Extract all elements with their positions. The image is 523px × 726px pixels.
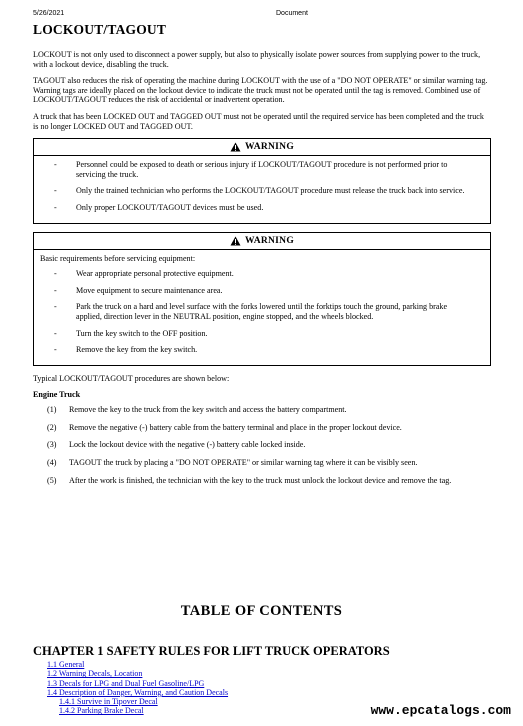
warning-label: WARNING (244, 142, 295, 153)
warning-header (34, 139, 490, 156)
warning-triangle-icon (230, 142, 241, 152)
engine-truck-heading: Engine Truck (33, 390, 81, 400)
paragraph-lockout: LOCKOUT is not only used to disconnect a power supply, but also to physically isolate power sources from supplying power to the truck, with a lockout device, disabling the truck. (33, 50, 481, 69)
list-item: - Only the trained technician who performs the LOCKOUT/TAGOUT procedure must release the truck back into service. (54, 186, 465, 196)
toc-link-general[interactable]: 1.1 General (47, 660, 85, 669)
toc-title: TABLE OF CONTENTS (180, 603, 343, 619)
toc-link-decals-lpg[interactable]: 1.3 Decals for LPG and Dual Fuel Gasoline/LPG (47, 678, 205, 688)
warning-label: WARNING (244, 235, 295, 246)
toc-links (47, 660, 228, 716)
toc-link-warning-decals[interactable]: 1.2 Warning Decals, Location (47, 669, 143, 679)
toc-link-parking-brake-decal[interactable]: 1.4.2 Parking Brake Decal (59, 706, 144, 716)
toc-link-description-decals[interactable]: 1.4 Description of Danger, Warning, and Caution Decals (47, 687, 229, 697)
list-item: - Only proper LOCKOUT/TAGOUT devices must be used. (54, 202, 264, 212)
procedure-step: (1) Remove the key to the truck from the key switch and access the battery compartment. (47, 405, 347, 415)
procedures-intro: Typical LOCKOUT/TAGOUT procedures are shown below: (33, 373, 230, 383)
list-item: - Park the truck on a hard and level surface with the forks lowered until the forktips touch the ground, parking brake applied, direction lever in the NEUTRAL position, engine stopped, and the wheels blocked. (54, 302, 448, 321)
procedure-step: (5) After the work is finished, the technician with the key to the truck must unlock the lockout device and remove the tag. (47, 475, 452, 485)
list-item: - Personnel could be exposed to death or serious injury if LOCKOUT/TAGOUT procedure is not performed prior to servicing the truck. (54, 160, 448, 179)
paragraph-locked-out: A truck that has been LOCKED OUT and TAGGED OUT must not be operated until the required service has been completed and the truck is no longer LOCKED OUT and TAGGED OUT. (33, 111, 484, 131)
page-header (33, 10, 493, 22)
chapter-heading: CHAPTER 1 SAFETY RULES FOR LIFT TRUCK OPERATORS (33, 644, 390, 658)
procedure-step: (3) Lock the lockout device with the negative (-) battery cable locked inside. (47, 440, 306, 450)
paragraph-tagout: TAGOUT also reduces the risk of operating the machine during LOCKOUT with the use of a "DO NOT OPERATE" or similar warning tag. Warning tags are ideally placed on the lockout device to indicate the truck must not be operated until the tag is removed. Combined use of LOCKOUT/TAGOUT reduces the risk of accidental or inadvertent operation. (33, 76, 488, 105)
warning-box-2 (33, 232, 491, 366)
document-label: Document (276, 10, 308, 17)
procedure-step: (2) Remove the negative (-) battery cable from the battery terminal and place in the proper lockout device. (47, 422, 402, 432)
list-item: - Turn the key switch to the OFF position. (54, 328, 208, 338)
list-item: - Move equipment to secure maintenance area. (54, 285, 223, 295)
section-title: LOCKOUT/TAGOUT (33, 22, 167, 37)
warning-box-1 (33, 138, 491, 223)
warning-intro: Basic requirements before servicing equipment: (40, 253, 196, 263)
procedure-step: (4) TAGOUT the truck by placing a "DO NOT OPERATE" or similar warning tag where it can be visibly seen. (47, 458, 418, 468)
document-content (33, 22, 491, 493)
watermark: www.epcatalogs.com (370, 703, 511, 718)
warning-triangle-icon (230, 236, 241, 246)
list-item: - Remove the key from the key switch. (54, 345, 198, 355)
warning-header (34, 233, 490, 250)
toc-link-tipover-decal[interactable]: 1.4.1 Survive in Tipover Decal (59, 697, 158, 707)
print-date: 5/26/2021 (33, 10, 65, 17)
list-item: - Wear appropriate personal protective equipment. (54, 269, 234, 279)
